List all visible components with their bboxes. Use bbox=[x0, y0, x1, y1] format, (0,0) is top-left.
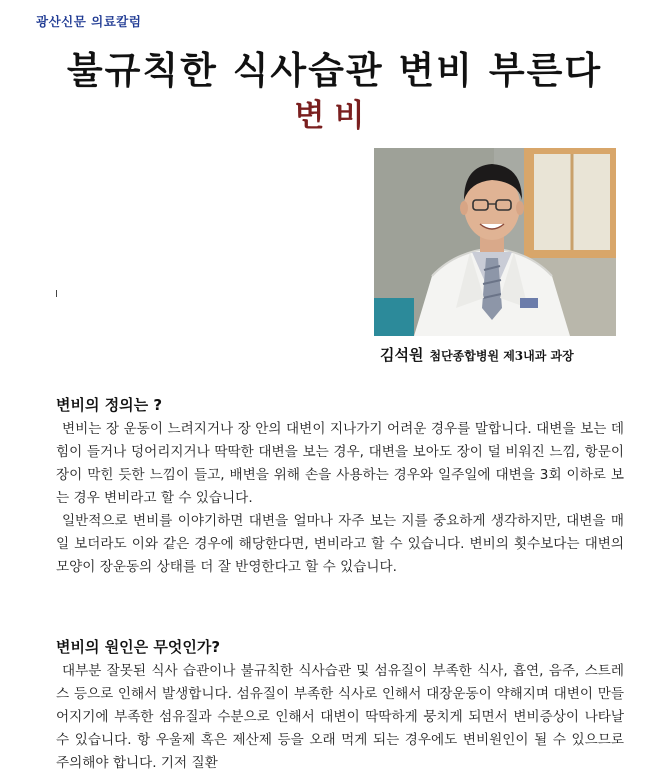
paragraph: 변비는 장 운동이 느려지거나 장 안의 대변이 지나가기 어려운 경우를 말합니다. 대변을 보는 데 힘이 들거나 덩어리지거나 딱딱한 대변을 보는 경우, 대변을 보아도 장이 덜 비워진 느낌, 항문이 장이 막힌 듯한 느낌이 들고, 배변을 위해 손을 사용하는 경우와 일주일에 대변을 3회 이하로 보는 경우 변비라고 할 수 있습니다. bbox=[56, 421, 624, 506]
article-title: 불규칙한 식사습관 변비 부른다 bbox=[66, 49, 603, 92]
column-tag: 광산신문 의료칼럼 bbox=[36, 14, 142, 29]
author-name: 김석원 bbox=[380, 346, 424, 364]
paragraph: 일반적으로 변비를 이야기하면 대변을 얼마나 자주 보는 지를 중요하게 생각하지만, 대변을 매일 보더라도 이와 같은 경우에 해당한다면, 변비라고 할 수 있습니다. 변비의 횟수보다는 대변의 모양이 장운동의 상태를 더 잘 반영한다고 할 수 있습니다. bbox=[56, 513, 624, 575]
photo-caption bbox=[380, 344, 574, 365]
author-title: 첨단종합병원 제3내과 과장 bbox=[429, 349, 574, 363]
article-subtitle: 변비 bbox=[294, 98, 375, 134]
section-heading-definition: 변비의 정의는 ? bbox=[56, 396, 163, 414]
section-heading-cause: 변비의 원인은 무엇인가? bbox=[56, 638, 221, 656]
paragraph: 대부분 잘못된 식사 습관이나 불규칙한 식사습관 및 섬유질이 부족한 식사, 흡연, 음주, 스트레스 등으로 인해서 발생합니다. 섬유질이 부족한 식사로 인해서 대장운동이 약해지며 대변이 만들어지기에 부족한 섬유질과 수분으로 인해서 대변이 딱딱하게 뭉치게 되면서 변비증상이 나타날 수 있습니다. 항 우울제 혹은 제산제 등을 오래 먹게 되는 경우에도 변비원인이 될 수 있으므로 주의해야 합니다. 기저 질환 bbox=[56, 663, 624, 771]
stray-mark bbox=[56, 290, 57, 297]
author-photo bbox=[374, 148, 616, 336]
